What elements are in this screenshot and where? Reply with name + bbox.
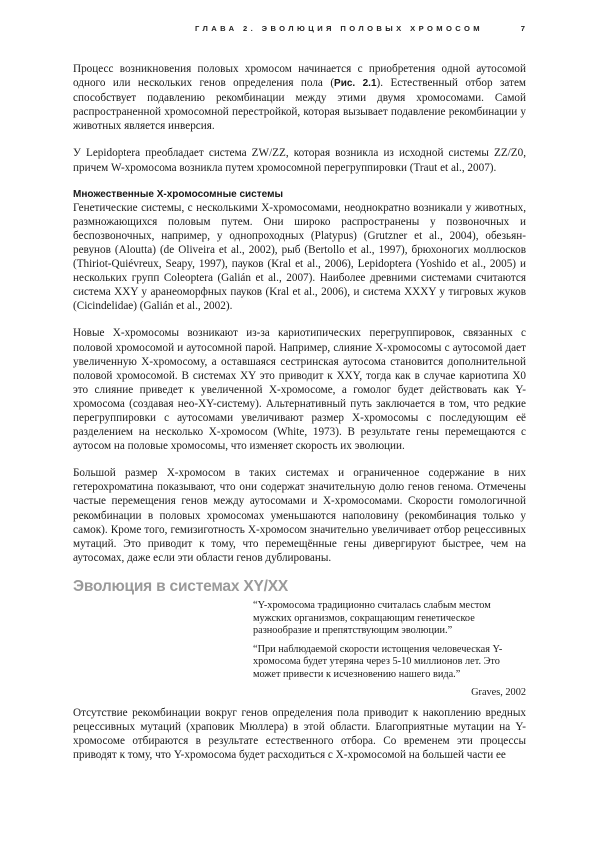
quote-author: Graves, 2002: [471, 687, 526, 699]
quote-2: “При наблюдаемой скорости истощения человеческая Y-хромосома будет утеряна через 5-10 миллионов лет. Это может привести к исчезновению нашего вида.”: [253, 643, 503, 680]
running-header: [195, 24, 525, 33]
paragraph-1-start: Процесс возникновения половых хромосом начинается с приобретения одной аутосомой одного или нескольких генов определения пола (: [73, 63, 526, 90]
paragraph-1-end: ). Естественный отбор затем способствует подавлению рекомбинации между этими двумя хромосомами. Самой распространенной хромосомной перестройкой, которая вызывает подавление рекомбинации у животных является инверсия.: [73, 77, 526, 133]
paragraph-1: [73, 62, 526, 133]
epigraph-quote: [253, 600, 526, 700]
paragraph-2: У Lepidoptera преобладает система ZW/ZZ, которая возникла из исходной системы ZZ/Z0, причем W-хромосома возникла путем хромосомной перегруппировки (Traut et al., 2007).: [73, 147, 526, 174]
figure-reference-link[interactable]: Рис. 2.1: [334, 78, 377, 90]
subheading-multiple-x: Множественные Х-хромосомные системы: [73, 188, 284, 200]
running-title: ГЛАВА 2. ЭВОЛЮЦИЯ ПОЛОВЫХ ХРОМОСОМ: [195, 24, 484, 33]
quote-1: “Y-хромосома традиционно считалась слабым местом мужских организмов, сокращающим генетическое разнообразие и препятствующим эволюции.”: [253, 599, 491, 637]
paragraph-3: Генетические системы, с несколькими Х-хромосомами, неоднократно возникали у животных, размножающихся половым путем. Они широко распространены у позвоночных и беспозвоночных, например, у однопроходных (Platypus) (Grutzner et al., 2004), обезьян-ревунов (Aloutta) (de Oliveira et al., 2002), рыб (Bertollo et al., 1997), брюхоногих моллюсков (Thiriot-Quiévreux, Seapy, 1997), пауков (Kral et al., 2006), Lepidoptera (Yoshido et al., 2005) и нескольких групп Coleoptera (Galián et al., 2007). Наиболее древними системами считаются система XXY у аранеоморфных пауков (Kral et al., 2006), и система XXXY у тигровых жуков (Cicindelidae) (Galián et al., 2002).: [73, 201, 526, 313]
page-number: 7: [520, 24, 525, 33]
paragraph-5: Большой размер Х-хромосом в таких системах и ограниченное содержание в них гетерохроматина показывают, что они содержат значительную долю генов генома. Отмечены частые перемещения генов между аутосомами и Х-хромосомами. Скорости гомологичной рекомбинации в половых хромосомах уменьшаются наполовину (рекомбинация только у самок). Кроме того, гемизиготность Х-хромосом значительно увеличивает отбор рецессивных мутаций. Это приводит к тому, что перемещённые гены дивергируют быстрее, чем на аутосомах, даже если эти области генов дублированы.: [73, 467, 526, 564]
paragraph-4: Новые Х-хромосомы возникают из-за кариотипических перегруппировок, связанных с половой хромосомой и аутосомной парой. Например, слияние Х-хромосомы с аутосомой дает увеличенную Х-хромосому, а оставшаяся сестринская аутосома становится дополнительной половой хромосомой. В системах XY это приводит к XXY, тогда как в случае кариотипа X0 это слияние приведет к увеличенной Х-хромосоме, а гомолог будет действовать как Y-хромосома (создавая нео-XY-систему). Альтернативный путь заключается в том, что редкие перегруппировки с аутосомами увеличивают размер Х-хромосомы с последующим её разделением на несколько Х-хромосом (White, 1973). В результате гены перемещаются с аутосом на половые хромосомы, что изменяет скорость их эволюции.: [73, 327, 526, 453]
body-text: [73, 62, 526, 775]
section-title: Эволюция в системах XY/XX: [73, 577, 289, 595]
paragraph-6: Отсутствие рекомбинации вокруг генов определения пола приводит к накоплению вредных рецессивных мутаций (храповик Мюллера) в этой области. Благоприятные мутации на Y-хромосоме отбираются в результате естественного отбора. Со временем эти процессы приводят к тому, что Y-хромосома будет расходиться с Х-хромосомой на большей части ее: [73, 707, 526, 762]
